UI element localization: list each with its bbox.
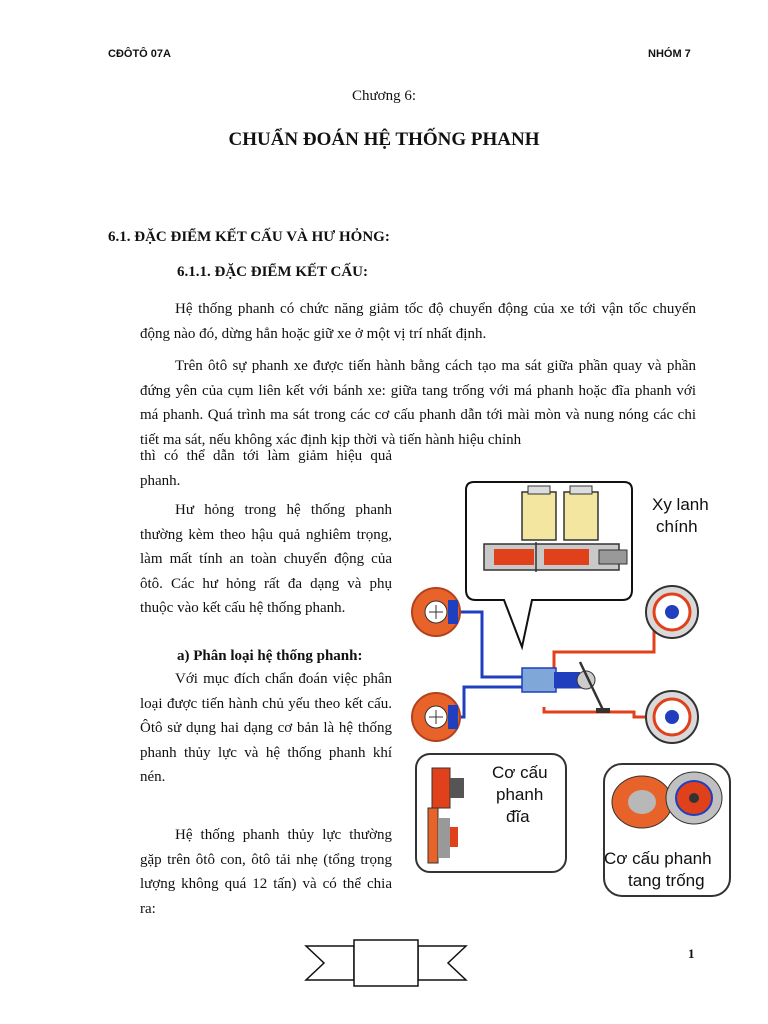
- brake-lines: [446, 612, 664, 717]
- paragraph-friction-end: thì có thể dẫn tới làm giảm hiệu quả phanh.: [140, 448, 392, 489]
- subheading-classification: a) Phân loại hệ thống phanh:: [177, 648, 363, 664]
- master-cylinder-small-icon: [522, 662, 610, 713]
- front-left-disc-icon: [412, 588, 460, 636]
- page-number: 1: [688, 946, 695, 961]
- header-right: NHÓM 7: [648, 48, 691, 60]
- label-disc-2: phanh: [496, 785, 544, 804]
- footer-ribbon-ornament: [304, 938, 468, 988]
- label-master-1: Xy lanh: [652, 495, 709, 514]
- paragraph-classification: Với mục đích chẩn đoán việc phân loại được tiến hành chủ yếu theo kết cấu. Ôtô sử dụng hai dạng cơ bản là hệ thống phanh thủy lực và hệ thống phanh khí nén.: [140, 671, 392, 785]
- subsection-heading: 6.1.1. ĐẶC ĐIỂM KẾT CẤU:: [177, 264, 368, 280]
- rear-left-disc-icon: [412, 693, 460, 741]
- paragraph-hydraulic: Hệ thống phanh thủy lực thường gặp trên ôtô con, ôtô tải nhẹ (tổng trọng lượng không quá 12 tấn) và có thể chia ra:: [140, 827, 392, 917]
- label-disc-1: Cơ cấu: [492, 763, 548, 782]
- paragraph-function: Hệ thống phanh có chức năng giảm tốc độ chuyển động của xe tới vận tốc chuyển động nào đó, dừng hẳn hoặc giữ xe ở một vị trí nhất định.: [140, 301, 696, 342]
- label-drum-1: Cơ cấu phanh: [604, 849, 712, 868]
- brake-system-diagram: [404, 472, 734, 902]
- front-right-drum-icon: [646, 586, 698, 638]
- label-disc-3: đĩa: [506, 807, 530, 826]
- label-master-2: chính: [656, 517, 698, 536]
- paragraph-friction: Trên ôtô sự phanh xe được tiến hành bằng cách tạo ma sát giữa phần quay và phần đứng yên của cụm liên kết với bánh xe: giữa tang trống với má phanh hoặc đĩa phanh với má phanh. Quá trình ma sát trong các cơ cấu phanh dẫn tới mài mòn và nung nóng các chi tiết ma sát, nếu không xác định kịp thời và tiến hành hiệu chỉnh: [140, 358, 696, 448]
- chapter-label: Chương 6:: [352, 88, 416, 104]
- paragraph-damage: Hư hỏng trong hệ thống phanh thường kèm theo hậu quả nghiêm trọng, làm mất tính an toàn chuyển động của ôtô. Các hư hỏng rất đa dạng và phụ thuộc vào kết cấu hệ thống phanh.: [140, 502, 392, 616]
- label-drum-2: tang trống: [628, 871, 705, 890]
- rear-right-drum-icon: [646, 691, 698, 743]
- header-left: CĐÔTÔ 07A: [108, 48, 171, 60]
- section-heading: 6.1. ĐẶC ĐIỂM KẾT CẤU VÀ HƯ HỎNG:: [108, 229, 390, 245]
- chapter-title: CHUẨN ĐOÁN HỆ THỐNG PHANH: [228, 129, 540, 150]
